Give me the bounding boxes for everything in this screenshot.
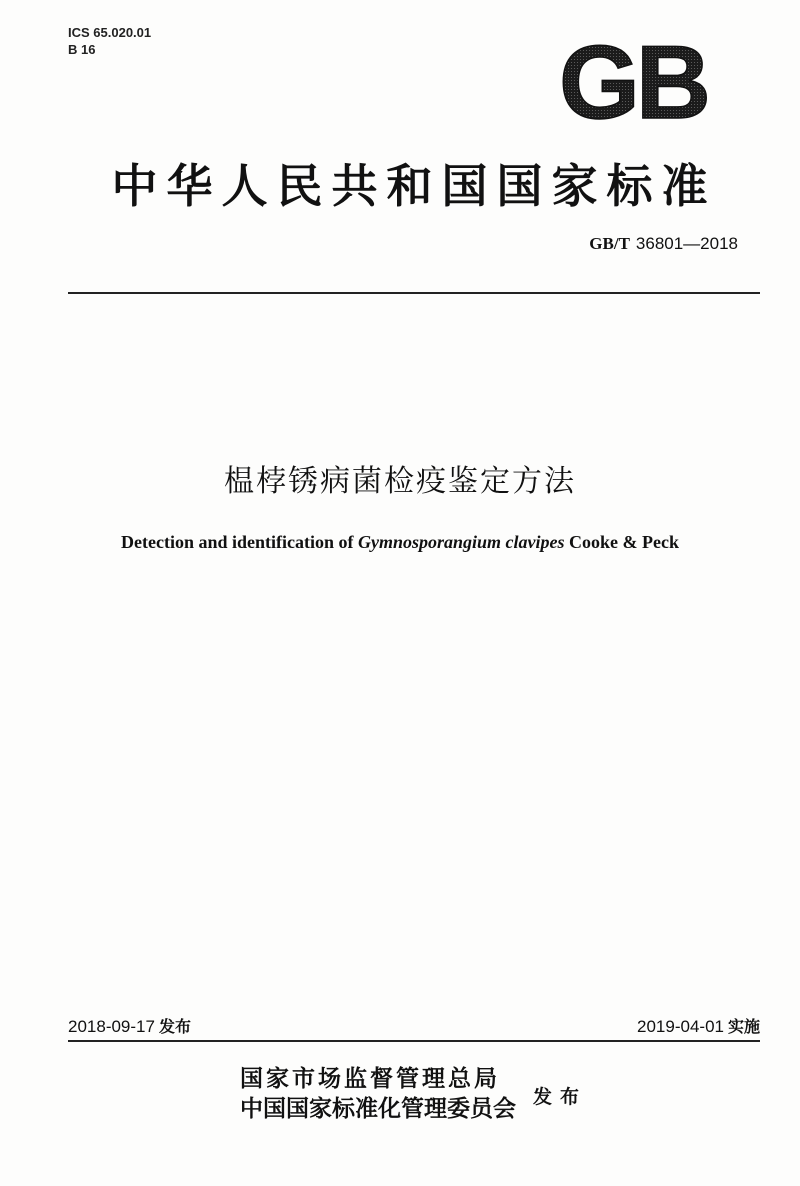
- publish-date-value: 2018-09-17: [68, 1017, 155, 1036]
- top-divider: [68, 292, 760, 294]
- title-en-species: Gymnosporangium clavipes: [357, 532, 565, 552]
- standard-code: GB/T: [589, 234, 630, 253]
- title-en-part2: Cooke & Peck: [564, 532, 679, 552]
- classification-codes: [68, 24, 151, 58]
- title-en-part1: Detection and identification of: [121, 532, 358, 552]
- bottom-divider: [68, 1040, 760, 1042]
- svg-text:GB: GB: [559, 40, 707, 124]
- issuing-authorities: [240, 1064, 516, 1124]
- implement-label: 实施: [727, 1017, 760, 1036]
- ics-code: ICS 65.020.01: [68, 25, 152, 40]
- issuer-samr: 国家市场监督管理总局: [240, 1065, 500, 1092]
- issued-label: 发布: [533, 1086, 588, 1108]
- standard-number-value: 36801—2018: [635, 234, 738, 253]
- document-title-english: [0, 532, 800, 553]
- dates-row: [68, 1014, 760, 1038]
- publish-date: [68, 1014, 191, 1037]
- document-title-chinese: 榅桲锈病菌检疫鉴定方法: [224, 464, 576, 499]
- gb-logo: [549, 40, 717, 124]
- publish-label: 发布: [158, 1017, 191, 1036]
- implement-date-value: 2019-04-01: [637, 1017, 724, 1036]
- standard-type-title: 中华人民共和国国家标准: [111, 159, 717, 213]
- implement-date: [637, 1014, 760, 1037]
- issuer-sac: 中国国家标准化管理委员会: [240, 1095, 516, 1122]
- ccs-code: B 16: [68, 42, 96, 57]
- standard-number: [589, 234, 738, 254]
